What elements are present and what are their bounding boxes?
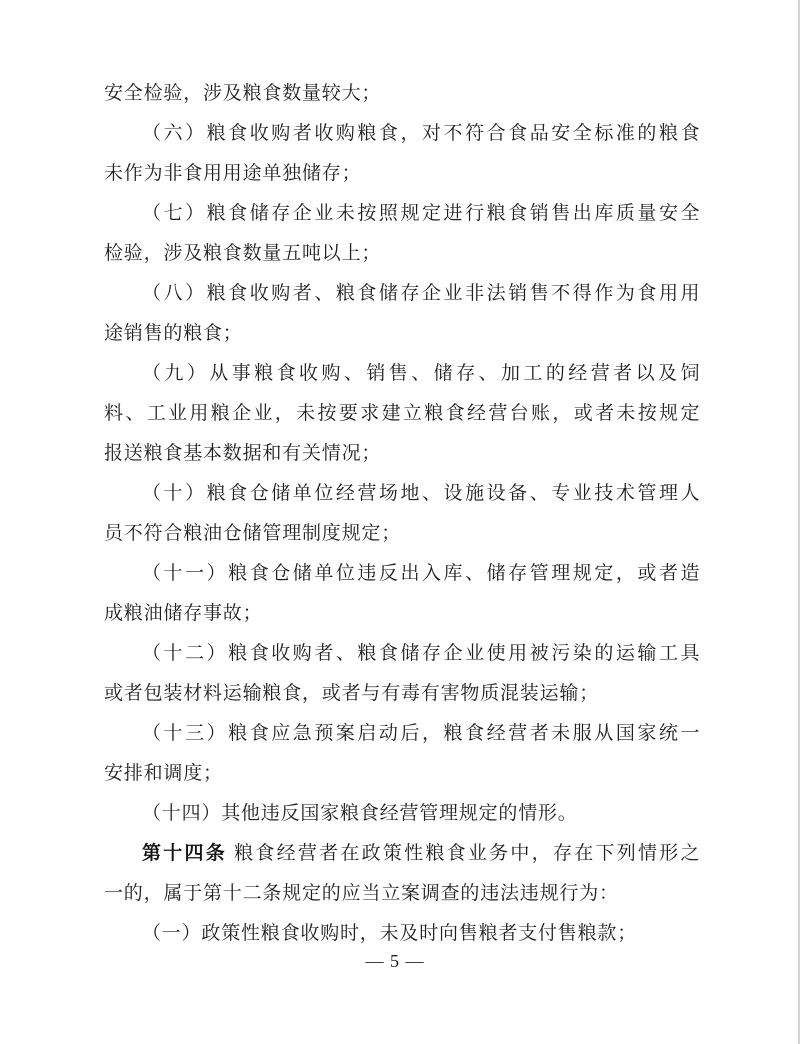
- text-line: 报送粮食基本数据和有关情况；: [104, 443, 382, 464]
- document-body: [104, 74, 700, 954]
- text-line: 途销售的粮食；: [104, 323, 243, 344]
- article-number: 第十四条: [142, 843, 228, 864]
- text-line: （六）粮食收购者收购粮食，对不符合食品安全标准的粮食: [142, 123, 700, 144]
- text-line: （十二）粮食收购者、粮食储存企业使用被污染的运输工具: [142, 643, 700, 664]
- text-line: 检验，涉及粮食数量五吨以上；: [104, 243, 382, 264]
- text-line: 安全检验，涉及粮食数量较大；: [104, 83, 382, 104]
- text-line: 员不符合粮油仓储管理制度规定；: [104, 523, 402, 544]
- text-line: 料、工业用粮企业，未按要求建立粮食经营台账，或者未按规定: [104, 403, 700, 424]
- text-line: 或者包装材料运输粮食，或者与有毒有害物质混装运输；: [104, 683, 600, 704]
- text-line: 未作为非食用用途单独储存；: [104, 163, 362, 184]
- text-line: 安排和调度；: [104, 763, 223, 784]
- text-line: （十三）粮食应急预案启动后，粮食经营者未服从国家统一: [142, 723, 700, 744]
- text-line: （八）粮食收购者、粮食储存企业非法销售不得作为食用用: [142, 283, 700, 304]
- text-line: 一的，属于第十二条规定的应当立案调查的违法违规行为：: [104, 883, 619, 904]
- text-line: （十一）粮食仓储单位违反出入库、储存管理规定，或者造: [142, 563, 700, 584]
- text-line: （七）粮食储存企业未按照规定进行粮食销售出库质量安全: [142, 203, 700, 224]
- text-line: 成粮油储存事故；: [104, 603, 263, 624]
- text-line: （十）粮食仓储单位经营场地、设施设备、专业技术管理人: [142, 483, 700, 504]
- text-line: 第十四条 粮食经营者在政策性粮食业务中，存在下列情形之: [142, 843, 700, 864]
- text-line: （九）从事粮食收购、销售、储存、加工的经营者以及饲: [142, 363, 700, 384]
- text-line: （十四）其他违反国家粮食经营管理规定的情形。: [142, 803, 578, 824]
- page-number: — 5 —: [365, 951, 425, 971]
- text-line: （一）政策性粮食收购时，未及时向售粮者支付售粮款；: [142, 923, 638, 944]
